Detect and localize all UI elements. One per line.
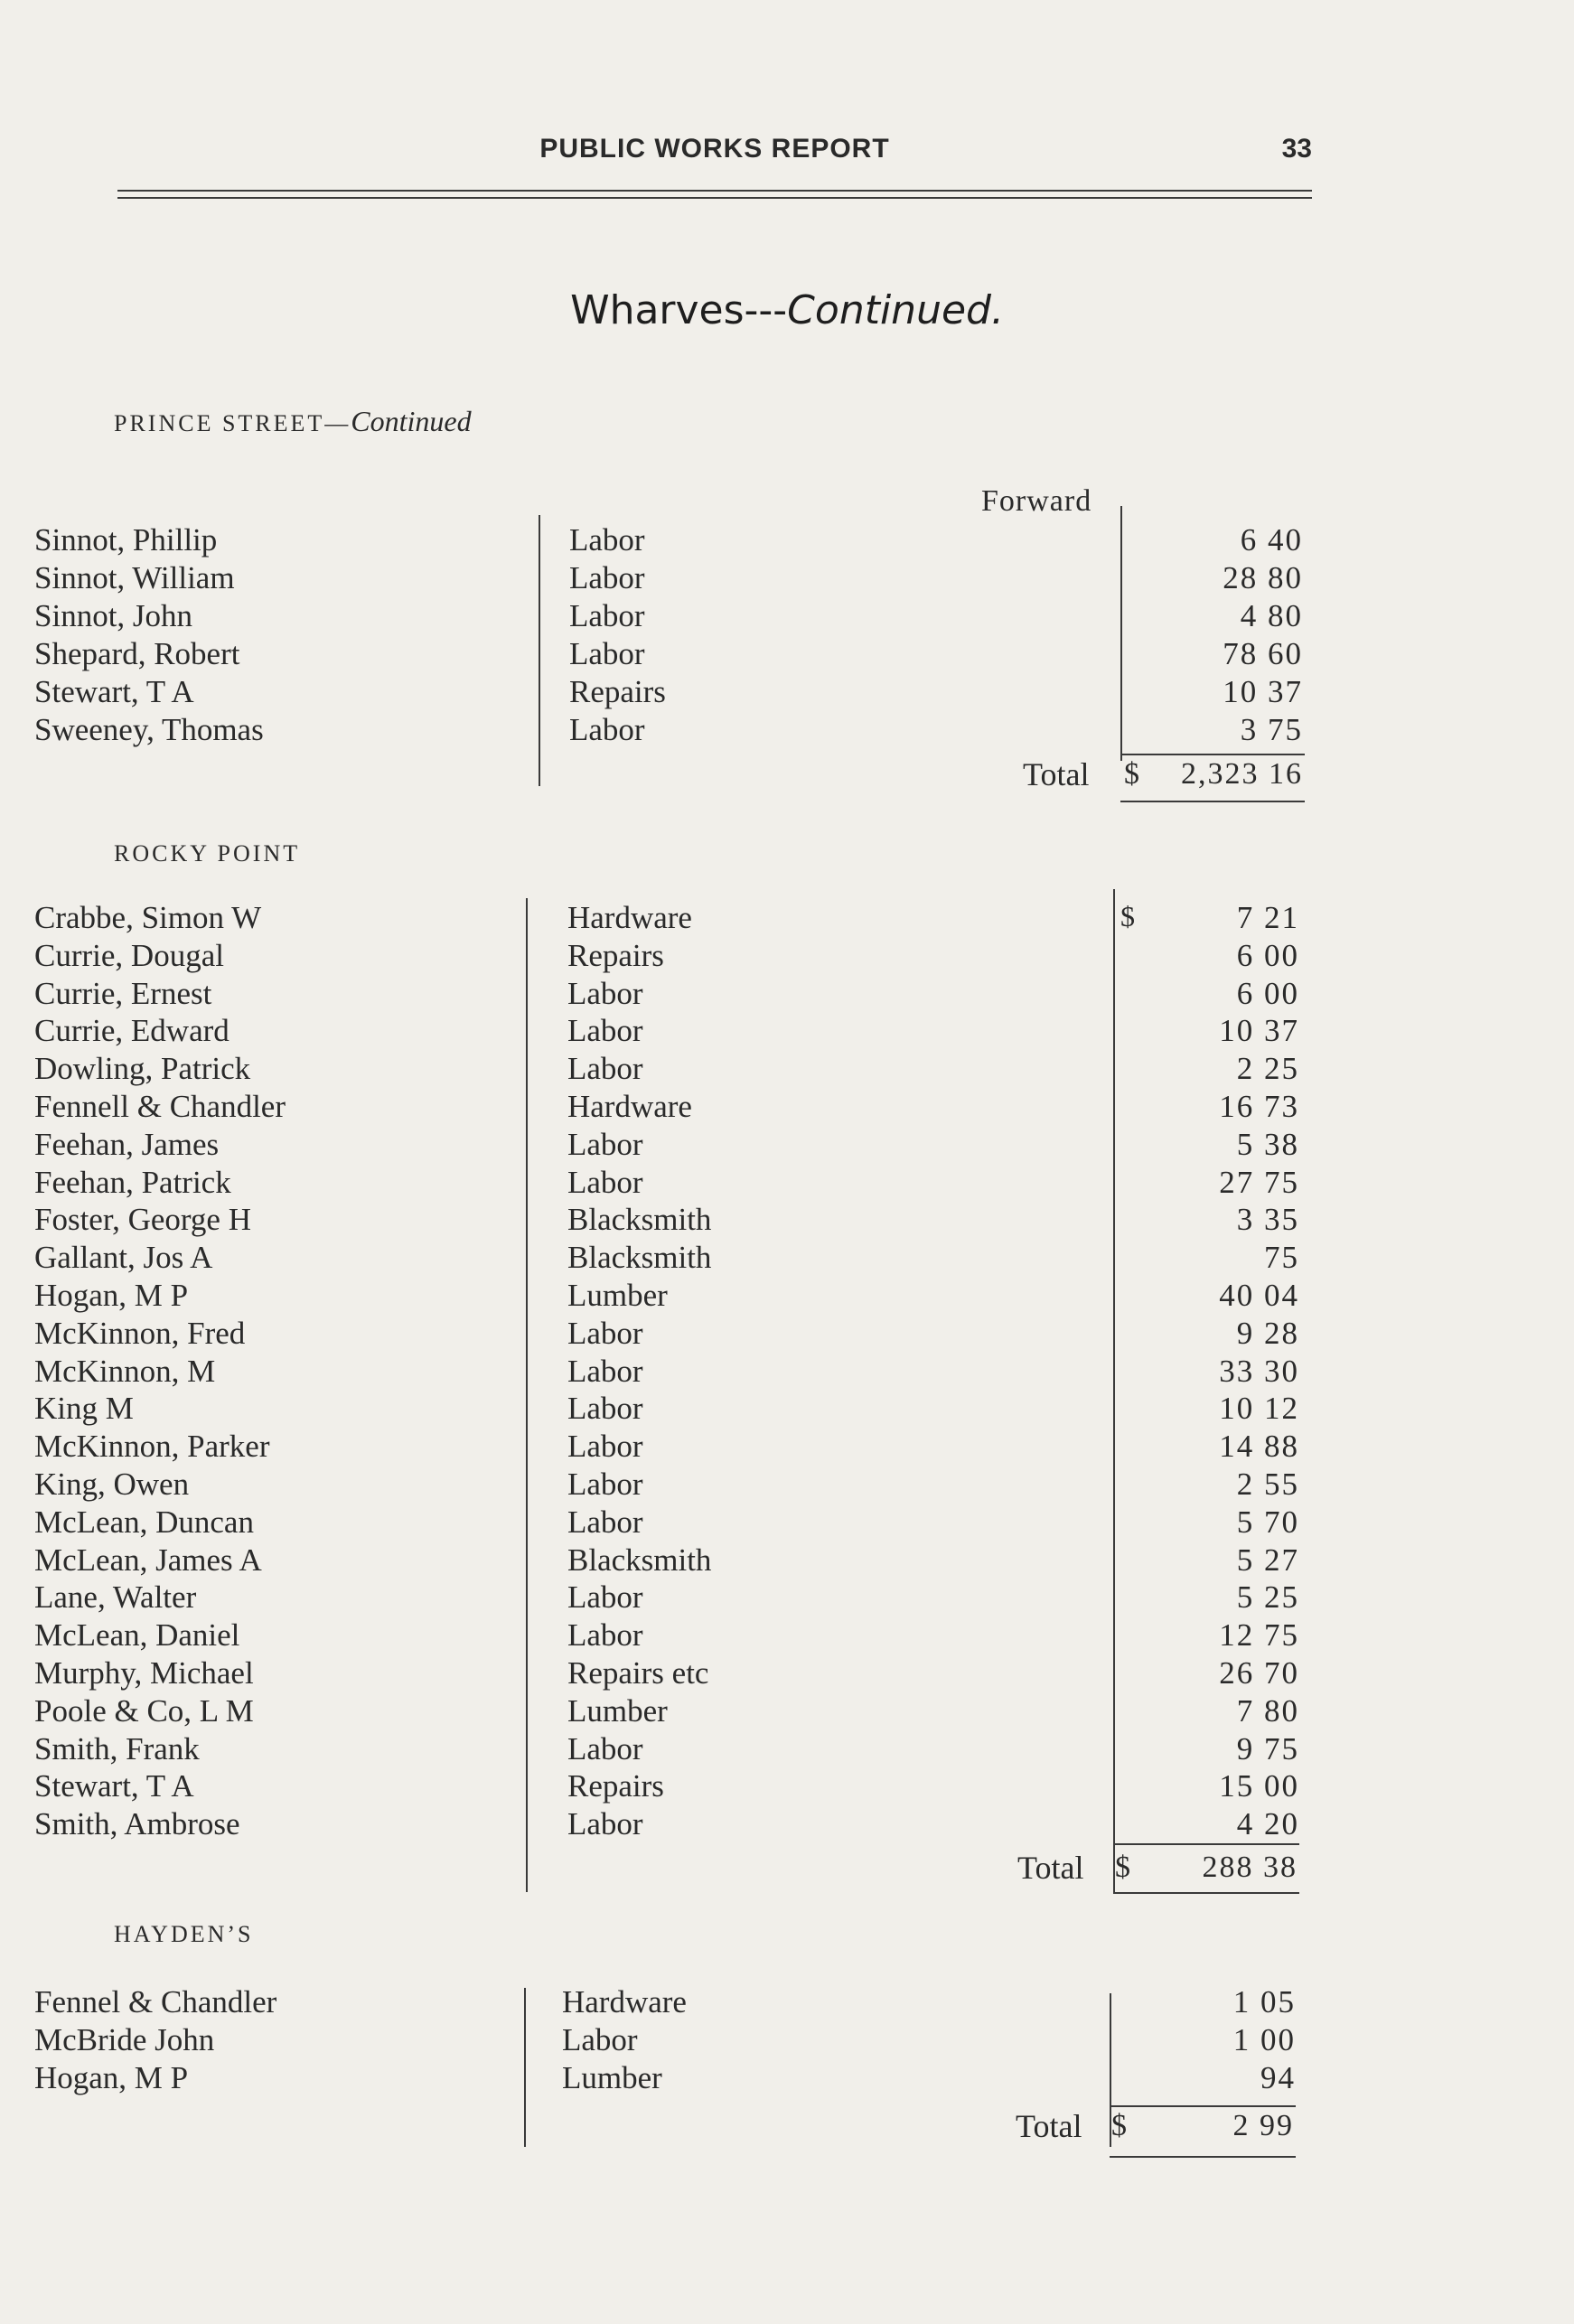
- amount: 40 04: [1219, 1278, 1299, 1313]
- payee-name: McLean, Daniel: [34, 1617, 240, 1654]
- currency-symbol: $: [1115, 1851, 1130, 1884]
- amount: 16 73: [1219, 1089, 1299, 1124]
- amount: 27 75: [1219, 1164, 1299, 1200]
- header-rule: [117, 190, 1312, 192]
- payee-name: Fennel & Chandler: [34, 1984, 277, 2019]
- total-rule: [1113, 1843, 1299, 1845]
- amount: 7 80: [1236, 1692, 1299, 1729]
- item-description: Lumber: [562, 2060, 662, 2095]
- item-description: Labor: [567, 1051, 643, 1087]
- item-description: Lumber: [567, 1692, 668, 1729]
- amount: 5 70: [1236, 1504, 1299, 1540]
- amount: 2 25: [1236, 1051, 1299, 1087]
- amount: 2 55: [1236, 1467, 1299, 1502]
- item-description: Labor: [567, 1429, 643, 1465]
- amount: 28 80: [1223, 560, 1303, 595]
- payee-name: Fennell & Chandler: [34, 1089, 286, 1124]
- amount: 14 88: [1219, 1429, 1299, 1465]
- table-row: [0, 1202, 1574, 1240]
- amount-divider: [1113, 889, 1115, 1892]
- item-description: Labor: [567, 1013, 643, 1049]
- table-row: [0, 1013, 1574, 1051]
- item-description: Labor: [567, 1353, 643, 1389]
- item-description: Labor: [567, 1504, 643, 1540]
- table-row: [0, 1617, 1574, 1655]
- payee-name: McLean, Duncan: [34, 1504, 254, 1540]
- amount: 5 38: [1236, 1126, 1299, 1162]
- table-row: [0, 1984, 1574, 2022]
- payee-name: McKinnon, M: [34, 1353, 216, 1389]
- page-heading: [0, 287, 1574, 333]
- payee-name: Feehan, James: [34, 1126, 220, 1162]
- amount: 12 75: [1219, 1617, 1299, 1654]
- item-description: Labor: [567, 975, 643, 1011]
- payee-name: Stewart, T A: [34, 674, 194, 709]
- table-row: [0, 1429, 1574, 1467]
- amount: 1 00: [1232, 2022, 1296, 2057]
- amount: 78 60: [1223, 636, 1303, 671]
- payee-name: Currie, Dougal: [34, 937, 224, 973]
- item-description: Lumber: [567, 1278, 668, 1313]
- table-row: [0, 674, 1574, 712]
- total-amount: 288 38: [1202, 1851, 1298, 1884]
- total-rule: [1110, 2105, 1296, 2107]
- payee-name: Gallant, Jos A: [34, 1240, 213, 1276]
- item-description: Labor: [567, 1391, 643, 1427]
- table-row: [0, 976, 1574, 1014]
- payee-name: Sinnot, William: [34, 560, 235, 595]
- total-underline: [1110, 2156, 1296, 2158]
- item-description: Labor: [567, 1467, 643, 1502]
- payee-name: King, Owen: [34, 1467, 190, 1502]
- item-description: Labor: [567, 1730, 643, 1766]
- currency-symbol: $: [1111, 2109, 1127, 2142]
- item-description: Blacksmith: [567, 1240, 712, 1276]
- amount: 75: [1264, 1240, 1299, 1276]
- total-label: Total: [1016, 2108, 1082, 2144]
- table-row: [0, 1240, 1574, 1278]
- amount: 10 37: [1223, 674, 1303, 709]
- payee-name: Feehan, Patrick: [34, 1164, 231, 1200]
- table-row: [0, 1579, 1574, 1617]
- total-rule: [1120, 754, 1305, 755]
- payee-name: Currie, Ernest: [34, 975, 212, 1011]
- item-description: Labor: [567, 1315, 643, 1351]
- payee-name: McKinnon, Parker: [34, 1429, 270, 1465]
- table-row: [0, 938, 1574, 976]
- total-amount: 2 99: [1232, 2109, 1294, 2142]
- amount: 9 75: [1236, 1730, 1299, 1766]
- item-description: Hardware: [562, 1984, 687, 2019]
- page-number: 33: [1281, 134, 1312, 164]
- payee-name: Foster, George H: [34, 1202, 251, 1238]
- total-label: Total: [1017, 1850, 1084, 1886]
- section-label-continued: Continued: [351, 405, 472, 437]
- amount: 1 05: [1232, 1984, 1296, 2019]
- payee-name: McBride John: [34, 2022, 215, 2057]
- item-description: Labor: [567, 1617, 643, 1654]
- payee-name: Lane, Walter: [34, 1579, 197, 1616]
- table-row: [0, 1542, 1574, 1580]
- amount: 15 00: [1219, 1768, 1299, 1804]
- amount: 7 21: [1236, 900, 1299, 935]
- payee-name: Shepard, Robert: [34, 636, 240, 671]
- amount: 94: [1260, 2060, 1296, 2095]
- amount: 9 28: [1236, 1315, 1299, 1351]
- table-row: [0, 1768, 1574, 1806]
- table-row: [0, 1127, 1574, 1165]
- heading-continued: Continued.: [787, 287, 1004, 333]
- payee-name: Dowling, Patrick: [34, 1051, 251, 1087]
- item-description: Hardware: [567, 1089, 692, 1124]
- section-label-rocky-point: ROCKY POINT: [114, 840, 301, 867]
- total-amount: 2,323 16: [1181, 757, 1303, 791]
- payee-name: Sweeney, Thomas: [34, 712, 264, 747]
- table-row: [0, 560, 1574, 598]
- item-description: Repairs: [567, 937, 664, 973]
- amount: 4 80: [1240, 598, 1303, 633]
- payee-name: McLean, James A: [34, 1542, 262, 1578]
- table-row: [0, 1165, 1574, 1203]
- header-rule: [117, 197, 1312, 199]
- table-row: [0, 1051, 1574, 1089]
- total-underline: [1120, 801, 1305, 802]
- table-row: [0, 2060, 1574, 2098]
- payee-name: Smith, Ambrose: [34, 1806, 240, 1842]
- payee-name: Sinnot, Phillip: [34, 522, 218, 558]
- amount: 10 12: [1219, 1391, 1299, 1427]
- item-description: Labor: [569, 712, 645, 747]
- table-row: [0, 522, 1574, 560]
- payee-name: Sinnot, John: [34, 598, 193, 633]
- table-row: [0, 712, 1574, 750]
- amount: 10 37: [1219, 1013, 1299, 1049]
- payee-name: Hogan, M P: [34, 2060, 189, 2095]
- section-label-prince-street: [114, 405, 472, 438]
- item-description: Labor: [562, 2022, 638, 2057]
- table-row: [0, 1467, 1574, 1504]
- item-description: Labor: [569, 522, 645, 558]
- item-description: Repairs etc: [567, 1655, 709, 1691]
- amount: 6 00: [1236, 937, 1299, 973]
- table-row: [0, 1504, 1574, 1542]
- amount: 3 75: [1240, 712, 1303, 747]
- amount: 3 35: [1236, 1202, 1299, 1238]
- heading-main: Wharves---: [570, 287, 788, 333]
- table-row: [0, 636, 1574, 674]
- column-divider: [524, 1988, 526, 2147]
- amount: 6 00: [1236, 975, 1299, 1011]
- header-title: PUBLIC WORKS REPORT: [539, 134, 890, 164]
- currency-symbol: $: [1120, 900, 1135, 932]
- item-description: Labor: [569, 560, 645, 595]
- amount-divider: [1120, 506, 1122, 761]
- section-label-haydens: HAYDEN’S: [114, 1921, 254, 1947]
- payee-name: Poole & Co, L M: [34, 1692, 254, 1729]
- item-description: Labor: [567, 1126, 643, 1162]
- currency-symbol: $: [1124, 757, 1139, 791]
- table-row: [0, 1391, 1574, 1429]
- table-row: [0, 1089, 1574, 1127]
- item-description: Labor: [567, 1164, 643, 1200]
- amount: 26 70: [1219, 1655, 1299, 1691]
- item-description: Labor: [567, 1579, 643, 1616]
- payee-name: Crabbe, Simon W: [34, 900, 262, 935]
- payee-name: McKinnon, Fred: [34, 1315, 246, 1351]
- table-row: [0, 1731, 1574, 1769]
- column-divider: [526, 898, 528, 1892]
- item-description: Repairs: [569, 674, 666, 709]
- payee-name: Hogan, M P: [34, 1278, 189, 1313]
- table-row: [0, 598, 1574, 636]
- payee-name: King M: [34, 1391, 134, 1427]
- table-row: [0, 1806, 1574, 1844]
- total-label: Total: [1023, 756, 1090, 792]
- payee-name: Smith, Frank: [34, 1730, 200, 1766]
- table-row: [0, 900, 1574, 938]
- payee-name: Stewart, T A: [34, 1768, 194, 1804]
- payee-name: Currie, Edward: [34, 1013, 230, 1049]
- table-row: [0, 2022, 1574, 2060]
- column-divider: [539, 515, 540, 786]
- amount: 4 20: [1236, 1806, 1299, 1842]
- amount: 33 30: [1219, 1353, 1299, 1389]
- table-row: [0, 1278, 1574, 1316]
- amount: 6 40: [1240, 522, 1303, 558]
- item-description: Labor: [567, 1806, 643, 1842]
- table-row: [0, 1354, 1574, 1392]
- table-row: [0, 1655, 1574, 1693]
- item-description: Labor: [569, 636, 645, 671]
- item-description: Blacksmith: [567, 1202, 712, 1238]
- section-label-text: PRINCE STREET—: [114, 410, 351, 436]
- amount: 5 25: [1236, 1579, 1299, 1616]
- payee-name: Murphy, Michael: [34, 1655, 254, 1691]
- total-underline: [1113, 1892, 1299, 1894]
- table-row: [0, 1316, 1574, 1354]
- running-header: [117, 134, 1312, 170]
- item-description: Hardware: [567, 900, 692, 935]
- item-description: Blacksmith: [567, 1542, 712, 1578]
- amount: 5 27: [1236, 1542, 1299, 1578]
- item-description: Labor: [569, 598, 645, 633]
- forward-label: Forward: [981, 484, 1092, 518]
- table-row: [0, 1693, 1574, 1731]
- item-description: Repairs: [567, 1768, 664, 1804]
